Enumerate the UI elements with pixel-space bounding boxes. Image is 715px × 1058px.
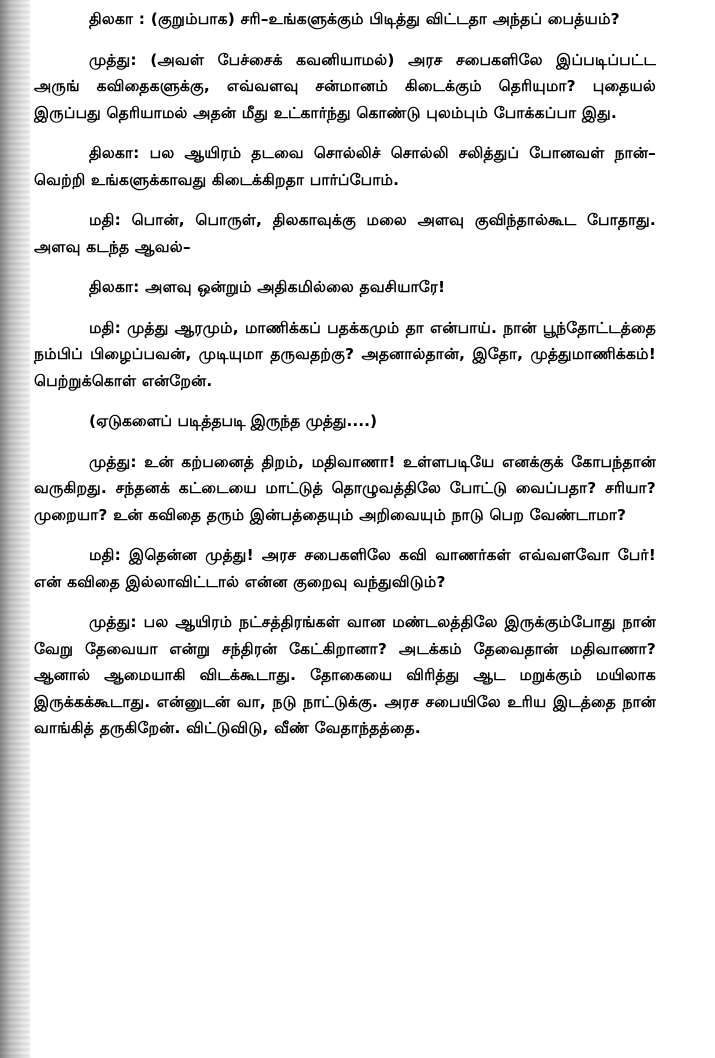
dialogue-paragraph-5: திலகா: அளவு ஒன்றும் அதிகமில்லை தவசியாரே! (89, 278, 446, 296)
stage-direction: (ஏடுகளைப் படித்தபடி இருந்த முத்து....) (89, 412, 378, 430)
dialogue-paragraph-8: முத்து: உன் கற்பனைத் திறம், மதிவாணா! உள்ளபடியே எனக்குக் கோபந்தான் வருகிறது. சந்தனக் கட்டையை மாட்டுத் தொழுவத்திலே போட்டு வைப்பதா? சரியா? முறையா? உன் கவிதை தரும் இன்பத்தையும் அறிவையும் நாடு பெற வேண்டாமா? (34, 452, 656, 524)
dialogue-paragraph-10: முத்து: பல ஆயிரம் நட்சத்திரங்கள் வான மண்டலத்திலே இருக்கும்போது நான் வேறு தேவையா என்று சந்திரன் கேட்கிறானா? அடக்கம் தேவைதான் மதிவாணா? ஆனால் ஆமையாகி விடக்கூடாது. தோகையை விரித்து ஆட மறுக்கும் மயிலாக இருக்கக்கூடாது. என்னுடன் வா, நடு நாட்டுக்கு. அரச சபையிலே உரிய இடத்தை நான் வாங்கித் தருகிறேன். விட்டுவிடு, வீண் வேதாந்தத்தை. (34, 613, 656, 737)
scan-edge-shadow (0, 0, 30, 1058)
dialogue-paragraph-2: முத்து: (அவள் பேச்சைக் கவனியாமல்) அரச சபைகளிலே இப்படிப்பட்ட அருங் கவிதைகளுக்கு, எவ்வளவு சன்மானம் கிடைக்கும் தெரியுமா? புதையல் இருப்பது தெரியாமல் அதன் மீது உட்கார்ந்து கொண்டு புலம்பும் போக்கப்பா இது. (34, 50, 656, 122)
book-page (34, 6, 656, 756)
dialogue-paragraph-6: மதி: முத்து ஆரமும், மாணிக்கப் பதக்கமும் தா என்பாய். நான் பூந்தோட்டத்தை நம்பிப் பிழைப்பவன், முடியுமா தருவதற்கு? அதனால்தான், இதோ, முத்துமாணிக்கம்! பெற்றுக்கொள் என்றேன். (34, 318, 656, 390)
dialogue-paragraph-1: திலகா : (குறும்பாக) சரி–உங்களுக்கும் பிடித்து விட்டதா அந்தப் பைத்யம்? (89, 10, 620, 28)
dialogue-paragraph-4: மதி: பொன், பொருள், திலகாவுக்கு மலை அளவு குவிந்தால்கூட போதாது. அளவு கடந்த ஆவல்– (34, 211, 656, 256)
dialogue-paragraph-3: திலகா: பல ஆயிரம் தடவை சொல்லிச் சொல்லி சலித்துப் போனவள் நான்–வெற்றி உங்களுக்காவது கிடைக்கிறதா பார்ப்போம். (34, 144, 656, 189)
dialogue-paragraph-9: மதி: இதென்ன முத்து! அரச சபைகளிலே கவி வாணர்கள் எவ்வளவோ பேர்! என் கவிதை இல்லாவிட்டால் என்ன குறைவு வந்துவிடும்? (34, 546, 656, 591)
